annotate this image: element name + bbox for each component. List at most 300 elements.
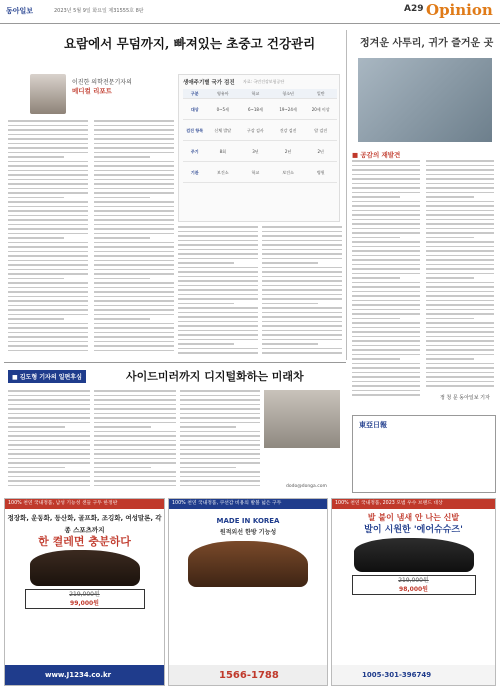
text-line	[352, 205, 420, 207]
text-line	[262, 334, 342, 336]
text-line	[352, 187, 420, 189]
table-row	[183, 120, 337, 141]
text-line	[352, 174, 420, 176]
ad-left-price-original: 219,000원	[69, 591, 100, 598]
text-line	[8, 165, 88, 167]
text-line	[8, 341, 88, 343]
text-line	[352, 196, 400, 198]
text-line	[426, 178, 494, 180]
ad-right-footer	[332, 665, 495, 685]
text-line	[8, 233, 88, 235]
text-line	[8, 219, 88, 221]
text-line	[426, 367, 494, 369]
text-line	[352, 390, 420, 392]
table-header-row	[183, 89, 337, 99]
text-line	[262, 240, 342, 242]
text-line	[8, 251, 88, 253]
text-line	[8, 318, 64, 320]
ad-middle-banner: 100% 천연 국내정품, 쿠션감 비용의 발볼 넓은 구두	[169, 499, 327, 509]
text-line	[94, 476, 176, 478]
table-cell: 학교	[251, 169, 260, 175]
text-line	[262, 289, 342, 291]
text-line	[352, 336, 420, 338]
text-line	[426, 237, 474, 239]
text-line	[94, 165, 174, 167]
text-line	[180, 449, 260, 451]
text-line	[262, 226, 342, 228]
text-line	[94, 444, 176, 446]
text-line	[94, 282, 174, 284]
table-cell: 검진 항목	[186, 127, 204, 133]
text-line	[180, 390, 260, 392]
text-line	[8, 206, 88, 208]
text-line	[426, 187, 494, 189]
text-line	[178, 321, 258, 323]
text-line	[426, 381, 494, 383]
author-portrait	[30, 74, 66, 114]
text-line	[180, 413, 260, 415]
text-line	[426, 174, 494, 176]
text-line	[94, 462, 176, 464]
text-line	[352, 295, 420, 297]
text-line	[94, 228, 174, 230]
text-line	[180, 453, 260, 455]
article-body-col2	[94, 120, 174, 358]
masthead	[0, 0, 500, 24]
text-line	[94, 237, 150, 239]
text-line	[262, 325, 342, 327]
text-line	[352, 322, 420, 324]
text-line	[8, 399, 90, 401]
newspaper-info-box	[352, 415, 496, 493]
info-box-brand: 東亞日報	[359, 421, 387, 429]
text-line	[262, 298, 342, 300]
text-line	[352, 385, 420, 387]
text-line	[8, 125, 88, 127]
text-line	[8, 269, 88, 271]
text-line	[426, 327, 494, 329]
table-cell: 19~24세	[279, 106, 297, 112]
text-line	[352, 237, 400, 239]
text-line	[352, 286, 420, 288]
text-line	[8, 174, 88, 176]
text-line	[426, 268, 494, 270]
text-line	[426, 259, 494, 261]
section-title: Opinion	[426, 1, 493, 19]
text-line	[178, 285, 258, 287]
text-line	[262, 316, 342, 318]
text-line	[178, 325, 258, 327]
text-line	[178, 339, 258, 341]
text-line	[352, 372, 420, 374]
column-divider	[346, 30, 347, 360]
text-line	[426, 291, 494, 293]
text-line	[426, 313, 494, 315]
text-line	[180, 408, 260, 410]
text-line	[94, 206, 174, 208]
table-grid	[183, 89, 337, 183]
text-line	[8, 480, 90, 482]
text-line	[262, 352, 342, 354]
text-line	[94, 390, 176, 392]
text-line	[94, 179, 174, 181]
text-line	[352, 363, 420, 365]
text-line	[94, 210, 174, 212]
text-line	[178, 316, 258, 318]
text-line	[94, 341, 174, 343]
text-line	[178, 303, 234, 305]
text-line	[426, 363, 494, 365]
text-line	[426, 358, 474, 360]
text-line	[8, 201, 88, 203]
ad-right-price-box	[352, 575, 476, 595]
advertisement-middle[interactable]	[168, 498, 328, 686]
text-line	[352, 160, 420, 162]
text-line	[262, 330, 342, 332]
text-line	[94, 183, 174, 185]
text-line	[8, 300, 88, 302]
text-line	[94, 264, 174, 266]
text-line	[180, 417, 260, 419]
bottom-body-col2	[94, 390, 176, 490]
text-line	[262, 253, 342, 255]
advertisement-left[interactable]	[4, 498, 165, 686]
advertisement-right[interactable]	[331, 498, 496, 686]
column-body-b	[426, 160, 494, 390]
text-line	[352, 358, 400, 360]
text-line	[262, 258, 342, 260]
text-line	[94, 192, 174, 194]
text-line	[94, 161, 174, 163]
text-line	[8, 327, 88, 329]
text-line	[94, 327, 174, 329]
text-line	[352, 345, 420, 347]
text-line	[94, 485, 176, 487]
text-line	[8, 170, 88, 172]
text-line	[8, 246, 88, 248]
text-line	[8, 210, 88, 212]
ad-right-slogan: 발이 시원한 '에어슈슈즈'	[364, 525, 463, 535]
text-line	[180, 404, 260, 406]
text-line	[8, 476, 90, 478]
text-line	[352, 210, 420, 212]
table-cell: 건강 검진	[279, 127, 297, 133]
table-cell: 신체 발달	[214, 127, 232, 133]
text-line	[352, 309, 420, 311]
article-headline: 요람에서 무덤까지, 빠져있는 초중고 건강관리	[64, 36, 316, 51]
text-line	[178, 253, 258, 255]
text-line	[178, 312, 258, 314]
text-line	[178, 276, 258, 278]
table-header-cell: 일반	[316, 91, 325, 96]
table-cell: 구강 검사	[247, 127, 264, 133]
table-cell: 6~18세	[247, 106, 263, 112]
ad-left-headline: 정장화, 운동화, 등산화, 골프화, 조깅화, 여성말론, 각종 스포츠까지	[7, 514, 162, 534]
text-line	[262, 271, 342, 273]
text-line	[94, 300, 174, 302]
text-line	[8, 305, 88, 307]
text-line	[426, 228, 494, 230]
text-line	[426, 165, 494, 167]
text-line	[94, 147, 174, 149]
text-line	[352, 223, 420, 225]
text-line	[426, 309, 494, 311]
text-line	[426, 219, 494, 221]
text-line	[94, 345, 174, 347]
text-line	[178, 330, 258, 332]
ad-left-url[interactable]: www.J1234.co.kr	[45, 671, 112, 679]
table-row	[183, 141, 337, 162]
text-line	[352, 268, 420, 270]
text-line	[178, 352, 258, 354]
text-line	[94, 269, 174, 271]
text-line	[352, 214, 420, 216]
text-line	[8, 309, 88, 311]
text-line	[8, 197, 64, 199]
text-line	[94, 408, 176, 410]
text-line	[94, 305, 174, 307]
text-line	[8, 408, 90, 410]
text-line	[94, 156, 150, 158]
text-line	[426, 304, 494, 306]
ad-middle-shoe-image	[188, 541, 308, 587]
text-line	[180, 458, 260, 460]
text-line	[352, 255, 420, 257]
column-kicker: ■ 김도형 기자의 일편후심	[8, 370, 86, 383]
text-line	[94, 413, 176, 415]
table-cell: 2년	[317, 148, 324, 154]
text-line	[352, 277, 400, 279]
text-line	[426, 300, 494, 302]
text-line	[8, 332, 88, 334]
text-line	[352, 192, 420, 194]
ad-middle-footer	[169, 665, 327, 685]
text-line	[8, 458, 90, 460]
text-line	[94, 318, 150, 320]
ad-left-shoe-image	[30, 550, 140, 586]
text-line	[426, 255, 494, 257]
text-line	[180, 422, 260, 424]
text-line	[178, 249, 258, 251]
text-line	[352, 264, 420, 266]
table-cell: 주기	[190, 148, 199, 154]
text-line	[8, 255, 88, 257]
text-line	[8, 453, 90, 455]
text-line	[426, 169, 494, 171]
text-line	[8, 390, 90, 392]
text-line	[262, 303, 318, 305]
text-line	[426, 264, 494, 266]
table-cell: 8회	[219, 148, 226, 154]
text-line	[94, 449, 176, 451]
text-line	[352, 313, 420, 315]
text-line	[94, 197, 150, 199]
ad-right-phone[interactable]: 1005-301-396749	[362, 671, 432, 679]
text-line	[426, 372, 494, 374]
text-line	[8, 404, 90, 406]
author-thumbnail	[264, 390, 340, 448]
text-line	[352, 367, 420, 369]
text-line	[94, 422, 176, 424]
text-line	[8, 138, 88, 140]
text-line	[426, 336, 494, 338]
text-line	[180, 440, 260, 442]
text-line	[8, 350, 88, 352]
table-title: 생애주기별 국가 검진	[183, 80, 235, 86]
page-number: A29	[404, 4, 424, 14]
text-line	[94, 296, 174, 298]
text-line	[262, 294, 342, 296]
text-line	[8, 345, 88, 347]
ad-middle-phone[interactable]: 1566-1788	[219, 669, 279, 681]
text-line	[426, 246, 494, 248]
text-line	[8, 156, 64, 158]
text-line	[178, 258, 258, 260]
text-line	[94, 314, 174, 316]
text-line	[352, 165, 420, 167]
text-line	[94, 435, 176, 437]
text-line	[262, 244, 342, 246]
bottom-body-col1	[8, 390, 90, 490]
text-line	[352, 273, 420, 275]
text-line	[180, 485, 260, 487]
text-line	[426, 273, 494, 275]
byline-name: 메디컬 리포트	[72, 87, 112, 95]
text-line	[180, 480, 260, 482]
text-line	[94, 471, 176, 473]
text-line	[180, 462, 260, 464]
text-line	[8, 129, 88, 131]
text-line	[94, 152, 174, 154]
table-header-cell: 영유아	[216, 91, 229, 96]
text-line	[426, 322, 494, 324]
ad-left-price-box	[25, 589, 145, 609]
text-line	[94, 143, 174, 145]
text-line	[352, 340, 420, 342]
table-cell: 보건소	[216, 169, 229, 175]
text-line	[426, 286, 494, 288]
text-line	[180, 399, 260, 401]
ad-right-banner: 100% 천연 국내정품, 2023 모범 우수 브랜드 대상	[332, 499, 495, 509]
text-line	[426, 282, 494, 284]
text-line	[180, 395, 260, 397]
text-line	[94, 336, 174, 338]
column-headline: 정겨운 사투리, 귀가 즐거운 곳	[360, 38, 494, 49]
text-line	[352, 183, 420, 185]
text-line	[426, 160, 494, 162]
text-line	[8, 264, 88, 266]
text-line	[8, 242, 88, 244]
text-line	[94, 125, 174, 127]
text-line	[94, 323, 174, 325]
text-line	[262, 267, 342, 269]
table-cell: 대상	[190, 106, 199, 112]
text-line	[94, 287, 174, 289]
text-line	[426, 214, 494, 216]
text-line	[178, 262, 234, 264]
text-line	[180, 476, 260, 478]
text-line	[94, 453, 176, 455]
text-line	[178, 231, 258, 233]
text-line	[94, 404, 176, 406]
text-line	[8, 336, 88, 338]
checkup-table	[178, 74, 340, 222]
text-line	[94, 480, 176, 482]
table-cell: 기관	[190, 169, 199, 175]
text-line	[8, 215, 88, 217]
text-line	[94, 399, 176, 401]
text-line	[352, 232, 420, 234]
text-line	[262, 339, 342, 341]
text-line	[352, 169, 420, 171]
text-line	[94, 440, 176, 442]
text-line	[352, 219, 420, 221]
column-photo	[358, 58, 492, 142]
text-line	[8, 417, 90, 419]
text-line	[94, 201, 174, 203]
text-line	[426, 183, 494, 185]
text-line	[262, 307, 342, 309]
text-line	[178, 244, 258, 246]
text-line	[8, 147, 88, 149]
text-line	[426, 354, 494, 356]
article-body-col1	[8, 120, 88, 358]
text-line	[426, 376, 494, 378]
text-line	[94, 426, 151, 428]
text-line	[180, 444, 260, 446]
article-body-col3	[178, 226, 258, 358]
text-line	[8, 152, 88, 154]
section-rule	[4, 362, 346, 363]
text-line	[426, 250, 494, 252]
text-line	[352, 376, 420, 378]
table-cell: 3년	[252, 148, 259, 154]
text-line	[8, 413, 90, 415]
table-cell: 보건소	[282, 169, 294, 175]
text-line	[178, 289, 258, 291]
text-line	[426, 345, 494, 347]
text-line	[94, 134, 174, 136]
text-line	[8, 273, 88, 275]
text-line	[352, 201, 420, 203]
text-line	[8, 161, 88, 163]
ad-middle-slogan: 원적외선 한방 기능성	[219, 529, 277, 536]
text-line	[8, 440, 90, 442]
text-line	[352, 228, 420, 230]
text-line	[94, 395, 176, 397]
text-line	[94, 233, 174, 235]
table-row	[183, 99, 337, 120]
text-line	[8, 228, 88, 230]
text-line	[178, 298, 258, 300]
text-line	[94, 174, 174, 176]
ad-right-shoe-image	[354, 538, 474, 572]
text-line	[426, 318, 474, 320]
text-line	[262, 343, 318, 345]
text-line	[426, 340, 494, 342]
text-line	[180, 431, 260, 433]
text-line	[94, 255, 174, 257]
text-line	[94, 309, 174, 311]
text-line	[94, 188, 174, 190]
bottom-body-col3	[180, 390, 260, 490]
text-line	[94, 246, 174, 248]
table-header-cell: 학교	[251, 91, 260, 96]
text-line	[352, 394, 420, 396]
text-line	[8, 183, 88, 185]
text-line	[8, 296, 88, 298]
text-line	[94, 431, 176, 433]
